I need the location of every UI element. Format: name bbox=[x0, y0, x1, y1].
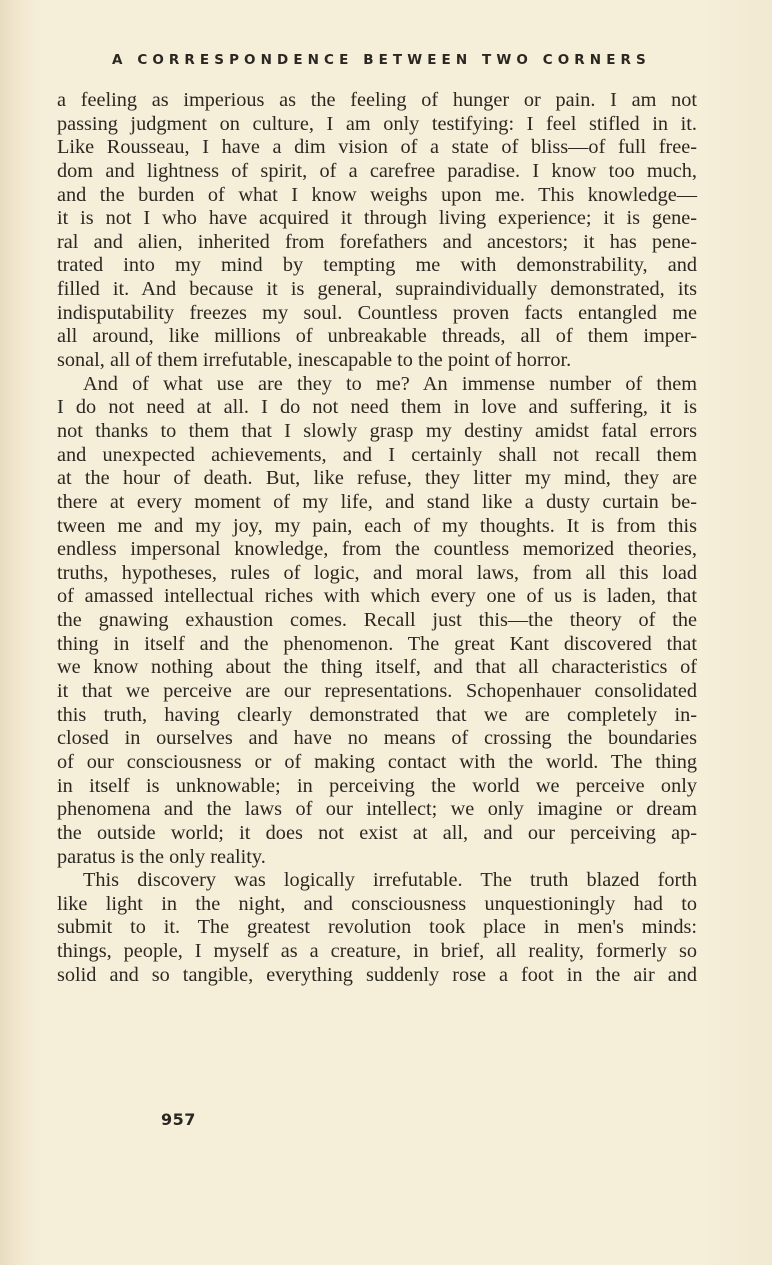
text-line: and the burden of what I know weighs upon me. This knowledge— bbox=[57, 183, 697, 206]
text-line: truths, hypotheses, rules of logic, and moral laws, from all this load bbox=[57, 561, 697, 584]
running-head: A CORRESPONDENCE BETWEEN TWO CORNERS bbox=[112, 52, 651, 68]
body-text bbox=[57, 89, 697, 987]
text-line: dom and lightness of spirit, of a carefree paradise. I know too much, bbox=[57, 159, 697, 182]
text-line: sonal, all of them irrefutable, inescapable to the point of horror. bbox=[57, 349, 572, 372]
paragraph-start-line: And of what use are they to me? An immense number of them bbox=[83, 372, 697, 395]
text-line: phenomena and the laws of our intellect; we only imagine or dream bbox=[57, 798, 697, 821]
text-line: trated into my mind by tempting me with demonstrability, and bbox=[57, 254, 697, 277]
text-line: at the hour of death. But, like refuse, they litter my mind, they are bbox=[57, 467, 697, 490]
text-line: endless impersonal knowledge, from the countless memorized theories, bbox=[57, 538, 697, 561]
text-line: of our consciousness or of making contact with the world. The thing bbox=[57, 750, 697, 773]
text-line: all around, like millions of unbreakable threads, all of them imper- bbox=[57, 325, 697, 348]
text-line: tween me and my joy, my pain, each of my thoughts. It is from this bbox=[57, 514, 697, 537]
text-line: submit to it. The greatest revolution took place in men's minds: bbox=[57, 916, 697, 939]
text-line: passing judgment on culture, I am only testifying: I feel stifled in it. bbox=[57, 112, 697, 135]
text-line: of amassed intellectual riches with which every one of us is laden, that bbox=[57, 585, 697, 608]
text-line: not thanks to them that I slowly grasp my destiny amidst fatal errors bbox=[57, 419, 697, 442]
text-line: we know nothing about the thing itself, and that all characteristics of bbox=[57, 656, 697, 679]
text-line: I do not need at all. I do not need them in love and suffering, it is bbox=[57, 396, 697, 419]
text-line: this truth, having clearly demonstrated that we are completely in- bbox=[57, 703, 697, 726]
text-line: in itself is unknowable; in perceiving the world we perceive only bbox=[57, 774, 697, 797]
text-line: and unexpected achievements, and I certainly shall not recall them bbox=[57, 443, 697, 466]
text-line: Like Rousseau, I have a dim vision of a state of bliss—of full free- bbox=[57, 136, 697, 159]
page-number: 957 bbox=[161, 1110, 196, 1129]
text-line: it that we perceive are our representations. Schopenhauer consolidated bbox=[57, 680, 697, 703]
text-line: the gnawing exhaustion comes. Recall just this—the theory of the bbox=[57, 609, 697, 632]
text-line: like light in the night, and consciousness unquestioningly had to bbox=[57, 892, 697, 915]
text-line: there at every moment of my life, and stand like a dusty curtain be- bbox=[57, 490, 697, 513]
text-line: paratus is the only reality. bbox=[57, 845, 266, 868]
text-line: solid and so tangible, everything suddenly rose a foot in the air and bbox=[57, 963, 697, 986]
paragraph-start-line: This discovery was logically irrefutable. The truth blazed forth bbox=[83, 869, 697, 892]
text-line: filled it. And because it is general, supraindividually demonstrated, its bbox=[57, 278, 697, 301]
text-line: closed in ourselves and have no means of crossing the boundaries bbox=[57, 727, 697, 750]
text-line: thing in itself and the phenomenon. The great Kant discovered that bbox=[57, 632, 697, 655]
text-line: a feeling as imperious as the feeling of hunger or pain. I am not bbox=[57, 89, 697, 111]
text-line: indisputability freezes my soul. Countless proven facts entangled me bbox=[57, 301, 697, 324]
text-line: the outside world; it does not exist at all, and our perceiving ap- bbox=[57, 821, 697, 844]
text-line: ral and alien, inherited from forefathers and ancestors; it has pene- bbox=[57, 230, 697, 253]
text-line: things, people, I myself as a creature, in brief, all reality, formerly so bbox=[57, 940, 697, 963]
text-line: it is not I who have acquired it through living experience; it is gene- bbox=[57, 207, 697, 230]
